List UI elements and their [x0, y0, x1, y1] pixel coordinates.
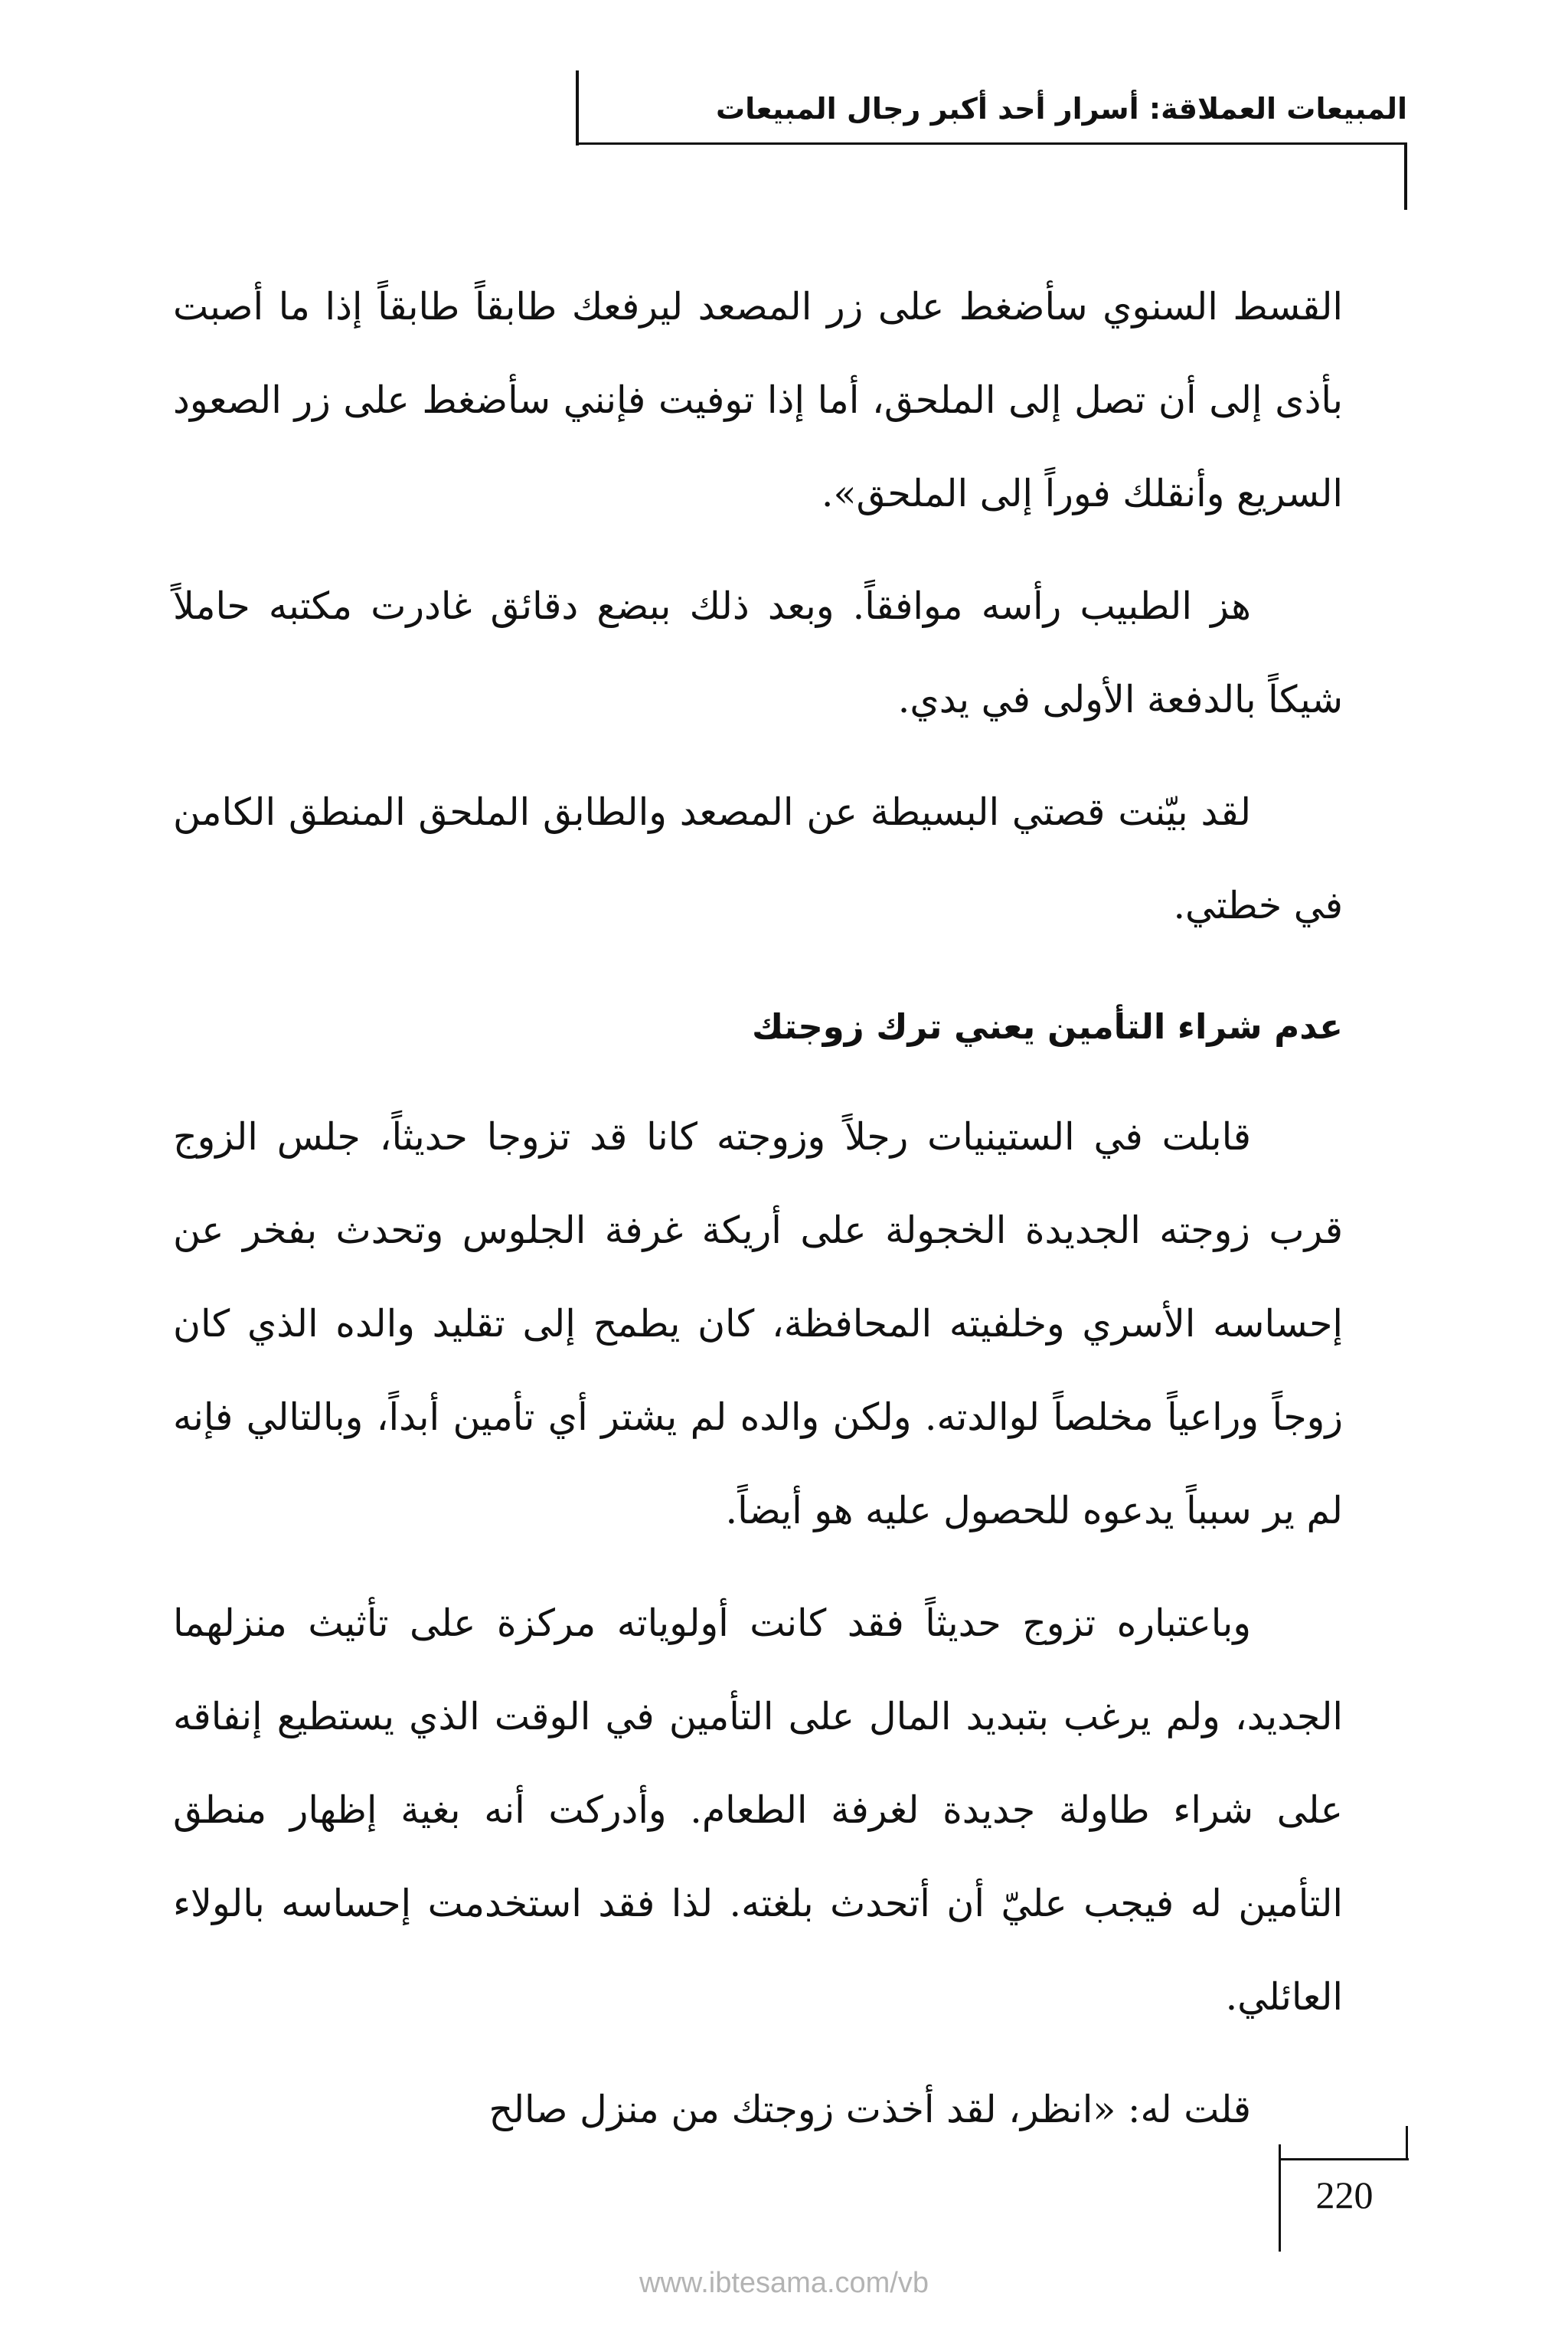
watermark-url: www.ibtesama.com/vb [639, 2267, 929, 2299]
header-rule-corner [1404, 142, 1407, 210]
header-rule-horizontal [576, 142, 1407, 145]
running-header-title: المبيعات العملاقة: أسرار أحد أكبر رجال المبيعات [715, 92, 1407, 126]
page-number: 220 [1315, 2173, 1374, 2216]
page-body [173, 260, 1343, 2176]
paragraph-continued: القسط السنوي سأضغط على زر المصعد ليرفعك طابقاً طابقاً إذا ما أصبت بأذى إلى أن تصل إلى الملحق، أما إذا توفيت فإنني سأضغط على زر الصعود السريع وأنقلك فوراً إلى الملحق». [173, 285, 1343, 515]
paragraph: وباعتباره تزوج حديثاً فقد كانت أولوياته مركزة على تأثيث منزلهما الجديد، ولم يرغب بتبديد المال على التأمين في الوقت الذي يستطيع إنفاقه على شراء طاولة جديدة لغرفة الطعام. وأدركت أنه بغية إظهار منطق التأمين له فيجب عليّ أن أتحدث بلغته. لذا فقد استخدمت إحساسه بالولاء العائلي. [173, 1601, 1343, 2019]
section-heading: عدم شراء التأمين يعني ترك زوجتك [752, 1006, 1343, 1047]
paragraph: قابلت في الستينيات رجلاً وزوجته كانا قد تزوجا حديثاً، جلس الزوج قرب زوجته الجديدة الخجولة على أريكة غرفة الجلوس وتحدث بفخر عن إحساسه الأسري وخلفيته المحافظة، كان يطمح إلى تقليد والده الذي كان زوجاً وراعياً مخلصاً لوالدته. ولكن والده لم يشتر أي تأمين أبداً، وبالتالي فإنه لم ير سبباً يدعوه للحصول عليه هو أيضاً. [173, 1115, 1343, 1532]
page-number-rule-vertical [1279, 2144, 1281, 2252]
paragraph: هز الطبيب رأسه موافقاً. وبعد ذلك ببضع دقائق غادرت مكتبه حاملاً شيكاً بالدفعة الأولى في يدي. [173, 584, 1343, 721]
page-number-rule-horizontal [1279, 2158, 1409, 2160]
paragraph: لقد بيّنت قصتي البسيطة عن المصعد والطابق الملحق المنطق الكامن في خطتي. [173, 790, 1343, 927]
page-number-rule-top [1406, 2126, 1408, 2160]
header-rule-vertical [576, 70, 579, 146]
paragraph: قلت له: «انظر، لقد أخذت زوجتك من منزل صالح [488, 2088, 1251, 2131]
